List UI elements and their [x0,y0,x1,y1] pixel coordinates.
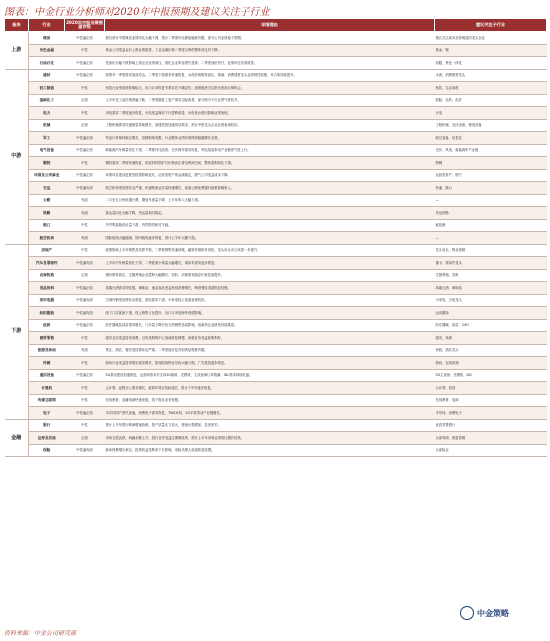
rating-cell: 中性 [65,244,105,257]
industry-cell: 汽车及零部件 [29,257,65,270]
watermark [460,606,509,620]
table-row [5,69,547,82]
table-row [5,207,547,220]
rating-cell: 中性 [65,357,105,370]
focus-cell: — [435,194,547,207]
sector-cell: 下游 [5,244,29,419]
reason-cell: 预计上半年银行利润增速放缓，资产质量压力加大，拨备计提增加，息差收窄。 [105,419,435,432]
focus-cell: 医疗器械、疫苗、CXO [435,319,547,332]
table-row [5,232,547,245]
rating-cell: 中性偏正面 [65,369,105,382]
industry-cell: 电气设备 [29,144,65,157]
table-row [5,344,547,357]
rating-cell: 正面 [65,119,105,132]
table-row [5,432,547,445]
rating-cell: 中性偏负面 [65,307,105,320]
table-row [5,294,547,307]
reason-cell: 上半年汽车销量同比下滑，二季度重卡销量大幅增长，乘用车需求逐步恢复。 [105,257,435,270]
table-row [5,269,547,282]
rating-cell: 中性 [65,44,105,57]
table-row [5,182,547,195]
outlook-table [4,18,546,457]
industry-cell: 传媒 [29,357,65,370]
industry-cell: 保险 [29,444,65,457]
reason-cell: 钢材需求二季度快速恢复，但原材料铁矿石价格高企挤压利润空间，整体盈利同比下滑。 [105,157,435,170]
focus-cell: 重卡、零部件龙头 [435,257,547,270]
reason-cell: 我们预计中报煤炭业绩同比大幅下滑，预计二季度环比修复幅度有限，部分公司业绩逊于预期。 [105,32,435,45]
rating-cell: 中性偏正面 [65,144,105,157]
reason-cell: 环保项目建设进度受疫情影响延后，运营类资产现金流稳定，燃气公司受益成本下降。 [105,169,435,182]
sector-cell: 上游 [5,32,29,70]
focus-cell: 家居、生活用纸 [435,82,547,95]
focus-cell: 优质零售银行 [435,419,547,432]
header-sector: 板块 [5,19,29,32]
table-row [5,132,547,145]
table-row [5,157,547,170]
reason-cell: 新能源汽车销量同比下滑，二季度环比改善；光伏海外需求恢复，风电抢装带动产业链景气度上行。 [105,144,435,157]
rating-cell: 中性偏正面 [65,282,105,295]
rating-cell: 负面 [65,194,105,207]
rating-cell: 正面 [65,94,105,107]
reason-cell: 黄金公司受益金价上涨业绩改善，工业金属价格二季度反弹但整体同比仍下降。 [105,44,435,57]
focus-cell: 5G主设备、光模块、IDC [435,369,547,382]
industry-cell: 证券及其他 [29,432,65,445]
focus-cell: 特钢 [435,157,547,170]
focus-cell: 货运铁路 [435,207,547,220]
focus-cell: 在线教育、电商 [435,394,547,407]
reason-cell: 医疗器械及疫苗需求增长，门诊量下降对处方药销售造成影响，创新药企业研发持续推进。 [105,319,435,332]
rating-cell: 中性偏负面 [65,182,105,195]
table-row [5,319,547,332]
rating-cell: 中性 [65,382,105,395]
table-row [5,219,547,232]
reason-cell: 外贸集装箱吞吐量下滑，内贸散货相对平稳。 [105,219,435,232]
wechat-logo-icon [460,606,474,620]
rating-cell: 中性 [65,107,105,120]
industry-cell: 铁路 [29,207,65,220]
focus-cell: 快递、港口 [435,182,547,195]
industry-cell: 医药 [29,319,65,332]
reason-cell: 受油价大幅下跌影响上游企业业绩承压，炼化企业库存损失显著；二季度油价回升，业绩环比有望改善。 [105,57,435,70]
rating-cell: 中性偏正面 [65,132,105,145]
focus-cell: — [435,232,547,245]
industry-cell: 石油石化 [29,57,65,70]
focus-cell: 运动服饰 [435,307,547,320]
rating-cell: 负面 [65,344,105,357]
table-row [5,57,547,70]
industry-cell: 轻工制造 [29,82,65,95]
rating-cell: 中性偏正面 [65,319,105,332]
industry-cell: 交运 [29,182,65,195]
table-row [5,94,547,107]
rating-cell: 中性 [65,157,105,170]
industry-cell: 食品饮料 [29,282,65,295]
table-row [5,357,547,370]
focus-cell: 龙头房企、物业管理 [435,244,547,257]
source-note: 资料来源：中金公司研究部 [4,630,77,637]
reason-cell: 在线教育、直播电商快速发展，线下娱乐业务受限。 [105,394,435,407]
sector-cell: 金融 [5,419,29,457]
reason-cell: 国际航线大幅缩减，国内航线逐步恢复，预计上半年大额亏损。 [105,232,435,245]
reason-cell: 客运量同比大幅下降，货运量相对稳定。 [105,207,435,220]
industry-cell: 煤炭 [29,32,65,45]
focus-cell: 轮胎、农药、化纤 [435,94,547,107]
table-body [5,32,547,457]
focus-cell: 生猪养殖、饲料 [435,269,547,282]
rating-cell: 中性偏负面 [65,294,105,307]
reason-cell: 市场交投活跃，两融余额上升，投行业务受益注册制改革，预计上半年券商业绩同比增长较快。 [105,432,435,445]
focus-cell: 光伏、风电、新能源车产业链 [435,144,547,157]
table-row [5,369,547,382]
table-row [5,244,547,257]
reason-cell: 新单保费增长承压，投资收益受利率下行影响，寿险代理人渠道恢复较慢。 [105,444,435,457]
reason-cell: 用电需求二季度逐步恢复，火电受益煤价下行盈利改善，水电来水情况影响业绩表现。 [105,107,435,120]
focus-cell: 建议关注成本优势明显的龙头企业 [435,32,547,45]
reason-cell: 航空机场受疫情冲击严重，快递物流业务量快速增长，高速公路免费通行政策影响收入。 [105,182,435,195]
rating-cell: 中性偏正面 [65,407,105,420]
table-row [5,44,547,57]
reason-cell: 云计算、远程办公需求增长，政府IT项目招标延后，预计下半年逐步恢复。 [105,382,435,395]
focus-cell: 航空装备、信息化 [435,132,547,145]
industry-cell: 公路 [29,194,65,207]
industry-cell: 建材 [29,69,65,82]
table-row [5,169,547,182]
focus-cell: 枢纽港 [435,219,547,232]
reason-cell: 超市业态受益居家消费，百货及购物中心客流恢复缓慢，免税业务受益政策利好。 [105,332,435,345]
rating-cell: 中性偏正面 [65,169,105,182]
industry-cell: 计算机 [29,382,65,395]
focus-cell: 油服、炼化一体化 [435,57,547,70]
focus-cell: 云计算、信创 [435,382,547,395]
reason-cell: 家居行业受疫情影响较大，出口订单恢复节奏存在不确定性；造纸板块关注纸价底部反弹机会。 [105,82,435,95]
reason-cell: 景区、酒店、餐饮受疫情冲击严重，二季度逐步复苏但恢复程度有限。 [105,344,435,357]
industry-cell: 钢铁 [29,157,65,170]
table-row [5,444,547,457]
reason-cell: 猪价维持高位，生猪养殖企业盈利大幅增长；饲料、动保需求随存栏恢复而提升。 [105,269,435,282]
industry-cell: 商贸零售 [29,332,65,345]
focus-cell: 半导体、消费电子 [435,407,547,420]
rating-cell: 中性偏正面 [65,32,105,45]
reason-cell: 线下门店客流下滑，线上销售占比提升，出口订单受海外疫情影响。 [105,307,435,320]
reason-cell: 游戏行业受益居家娱乐需求增长，影视院线停业导致大幅亏损，广告投放逐步恢复。 [105,357,435,370]
sector-cell: 中游 [5,69,29,244]
reason-cell: 疫情影响上半年销售及结算节奏，二季度销售快速回暖，融资环境相对宽松，龙头房企市占率进一步提升。 [105,244,435,257]
header-rating: 2020年中报业绩展望评级 [65,19,105,32]
reason-cell: 工程机械需求旺盛销量持续增长，基建投资加速带动需求，预计中报龙头企业业绩表现较好。 [105,119,435,132]
watermark-text: 中金策略 [477,608,509,618]
table-row [5,107,547,120]
reason-cell: 高端白酒需求韧性强，调味品、速冻食品受益家庭消费增长，啤酒餐饮渠道恢复较慢。 [105,282,435,295]
industry-cell: 银行 [29,419,65,432]
table-row [5,257,547,270]
table-row [5,32,547,45]
rating-cell: 中性偏负面 [65,257,105,270]
rating-cell: 中性 [65,332,105,345]
focus-cell: 免税、酒店龙头 [435,344,547,357]
figure-title: 图表：中金行业分析师对2020年中报预期及建议关注子行业 [4,7,270,18]
table-row [5,419,547,432]
focus-cell: 游戏、在线视频 [435,357,547,370]
focus-cell: 高端白酒、调味品 [435,282,547,295]
industry-cell: 机械 [29,119,65,132]
industry-cell: 航空机场 [29,232,65,245]
industry-cell: 传媒互联网 [29,394,65,407]
focus-cell: 黄金；锂 [435,44,547,57]
rating-cell: 中性 [65,219,105,232]
focus-cell: 头部险企 [435,444,547,457]
rating-cell: 正面 [65,269,105,282]
focus-cell: 火电 [435,107,547,120]
table-row [5,119,547,132]
table-row [5,307,547,320]
reason-cell: 军品订单保持稳定增长，疫情影响有限，行业整体业绩有望保持稳健增长态势。 [105,132,435,145]
reason-cell: 疫情对一季度需求造成冲击，二季度下游需求快速恢复，水泥价格维持高位，玻璃、消费建材龙头业绩韧性较强，市占率持续提升。 [105,69,435,82]
table-header-row [5,19,547,32]
table-row [5,332,547,345]
focus-cell: 头部券商、财富管理 [435,432,547,445]
table-row [5,82,547,95]
header-reason: 详细理由 [105,19,435,32]
reason-cell: 5G基站建设加速推进，运营商资本开支向5G倾斜，光模块、主设备商订单饱满，IDC需求持续旺盛。 [105,369,435,382]
rating-cell: 中性偏正面 [65,69,105,82]
reason-cell: 半导体国产替代加速，消费电子需求恢复，TWS耳机、5G手机带动产业链增长。 [105,407,435,420]
header-industry: 行业 [29,19,65,32]
industry-cell: 房地产 [29,244,65,257]
reason-cell: 上半年化工品价格普遍下跌，二季度随复工复产需求边际改善，部分细分子行业景气度回升。 [105,94,435,107]
industry-cell: 农林牧渔 [29,269,65,282]
industry-cell: 军工 [29,132,65,145]
table-row [5,394,547,407]
focus-cell: 小家电、白电龙头 [435,294,547,307]
table-row [5,407,547,420]
rating-cell: 负面 [65,232,105,245]
rating-cell: 正面 [65,432,105,445]
rating-cell: 负面 [65,207,105,220]
focus-cell: 运营类资产、燃气 [435,169,547,182]
focus-cell: 水泥、消费建材龙头 [435,69,547,82]
table-row [5,144,547,157]
industry-cell: 旅游及休闲 [29,344,65,357]
industry-cell: 电子 [29,407,65,420]
rating-cell: 中性 [65,394,105,407]
rating-cell: 中性 [65,82,105,95]
reason-cell: 空调内销受疫情冲击明显，厨电需求下滑，小家电线上渠道表现较好。 [105,294,435,307]
rating-cell: 中性 [65,419,105,432]
industry-cell: 通信设备 [29,369,65,382]
industry-cell: 有色金属 [29,44,65,57]
industry-cell: 家用电器 [29,294,65,307]
industry-cell: 基础化工 [29,94,65,107]
table-row [5,282,547,295]
industry-cell: 环保及公用事业 [29,169,65,182]
table-row [5,194,547,207]
reason-cell: 二月至五月免收通行费，叠加车流量下降，上半年收入大幅下滑。 [105,194,435,207]
rating-cell: 中性偏负面 [65,444,105,457]
header-focus: 建议关注子行业 [435,19,547,32]
table-row [5,382,547,395]
focus-cell: 超市、免税 [435,332,547,345]
industry-cell: 纺织服装 [29,307,65,320]
focus-cell: 工程机械、光伏设备、锂电设备 [435,119,547,132]
rating-cell: 中性偏正面 [65,57,105,70]
industry-cell: 港口 [29,219,65,232]
industry-cell: 电力 [29,107,65,120]
